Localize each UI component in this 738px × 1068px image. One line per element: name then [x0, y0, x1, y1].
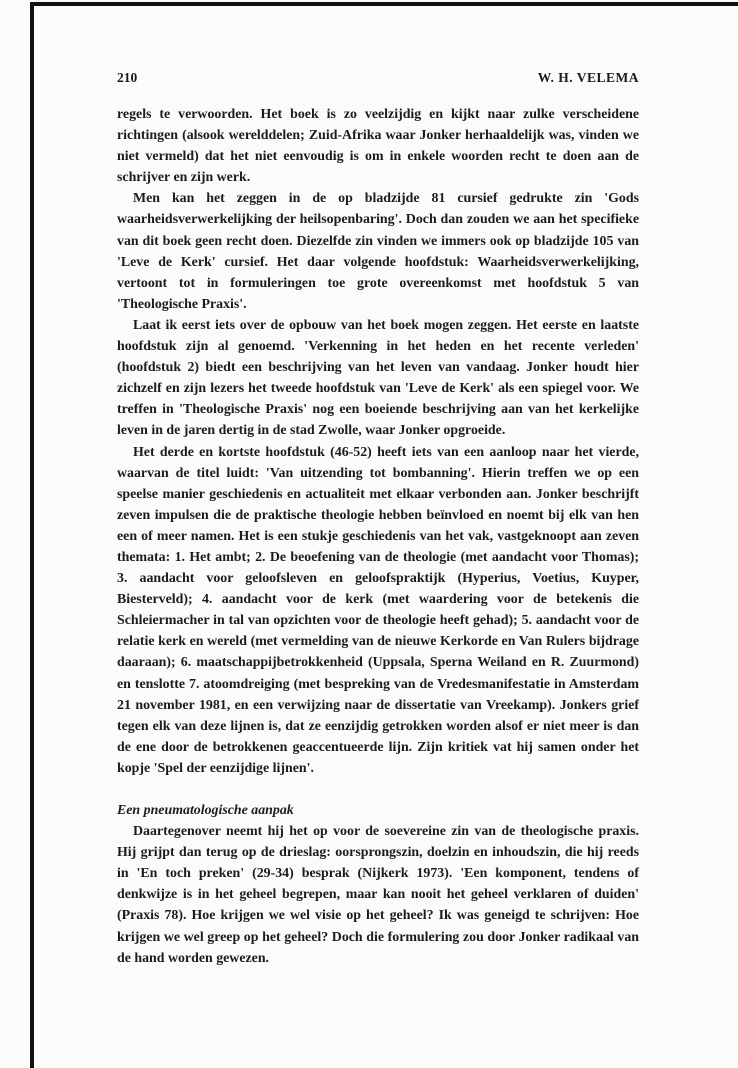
paragraph: Het derde en kortste hoofdstuk (46-52) heeft iets van een aanloop naar het vierde, waarvan de titel luidt: 'Van uitzending tot bombanning'. Hierin treffen we op een speelse manier geschiedenis en actualiteit met elkaar verbonden aan. Jonker beschrijft zeven impulsen die de praktische theologie hebben beïnvloed en noemt bij elk van hen een of meer namen. Het is een stukje geschiedenis van het vak, vastgeknoopt aan zeven themata: 1. Het ambt; 2. De beoefening van de theologie (met aandacht voor Thomas); 3. aandacht voor geloofsleven en geloofspraktijk (Hyperius, Voetius, Kuyper, Biesterveld); 4. aandacht voor de kerk (met waardering voor de betekenis die Schleiermacher in tal van opzichten voor de theologie heeft gehad); 5. aandacht voor de relatie kerk en wereld (met vermelding van de nieuwe Kerkorde en Van Rulers bijdrage daaraan); 6. maatschappijbetrokkenheid (Uppsala, Sperna Weiland en R. Zuurmond) en tenslotte 7. atoomdreiging (met bespreking van de Vredesmanifestatie in Amsterdam 21 november 1981, en een verwijzing naar de dissertatie van Vreekamp). Jonkers grief tegen elk van deze lijnen is, dat ze eenzijdig getrokken worden alsof er niet meer is dan de ene door de betrokkenen geaccentueerde lijn. Zijn kritiek vat hij samen onder het kopje 'Spel der eenzijdige lijnen'. — [117, 444, 639, 776]
paragraph: Laat ik eerst iets over de opbouw van het boek mogen zeggen. Het eerste en laatste hoofdstuk zijn al genoemd. 'Verkenning in het heden en het recente verleden' (hoofdstuk 2) biedt een beschrijving van het leven van vandaag. Jonker houdt hier zichzelf en zijn lezers het tweede hoofdstuk van 'Leve de Kerk' als een spiegel voor. We treffen in 'Theologische Praxis' nog een boeiende beschrijving aan van het kerkelijke leven in de jaren dertig in de stad Zwolle, waar Jonker opgroeide. — [117, 317, 639, 439]
paragraph-continuation: regels te verwoorden. Het boek is zo veelzijdig en kijkt naar zulke verscheidene richtingen (alsook werelddelen; Zuid-Afrika waar Jonker herhaaldelijk was, vinden we niet vermeld) dat het niet eenvoudig is om in enkele woorden recht te doen aan de schrijver en zijn werk. — [117, 107, 639, 186]
body-text — [117, 104, 639, 969]
scan-edge-top — [30, 2, 738, 6]
paragraph: Men kan het zeggen in de op bladzijde 81 cursief gedrukte zin 'Gods waarheidsverwerkelijking der heilsopenbaring'. Doch dan zouden we aan het specifieke van dit boek geen recht doen. Diezelfde zin vinden we immers ook op bladzijde 105 van 'Leve de Kerk' cursief. Het daar volgende hoofdstuk: Waarheidsverwerkelijking, vertoont tot in formuleringen toe grote overeenkomst met hoofdstuk 5 van 'Theologische Praxis'. — [117, 191, 639, 312]
page-number: 210 — [117, 70, 138, 85]
paragraph: Daartegenover neemt hij het op voor de soevereine zin van de theologische praxis. Hij grijpt dan terug op de drieslag: oorsprongszin, doelzin en inhoudszin, die hij reeds in 'En toch preken' (29-34) besprak (Nijkerk 1973). 'Een komponent, tendens of denkwijze is in het geheel begrepen, maar kan nooit het geheel verklaren of duiden' (Praxis 78). Hoe krijgen we wel visie op het geheel? Ik was geneigd te schrijven: Hoe krijgen we wel greep op het geheel? Doch die formulering zou door Jonker radikaal van de hand worden gewezen. — [117, 824, 639, 966]
scan-edge-left — [30, 2, 34, 1068]
section-heading: Een pneumatologische aanpak — [117, 803, 294, 818]
running-head-author: W. H. VELEMA — [537, 70, 639, 85]
